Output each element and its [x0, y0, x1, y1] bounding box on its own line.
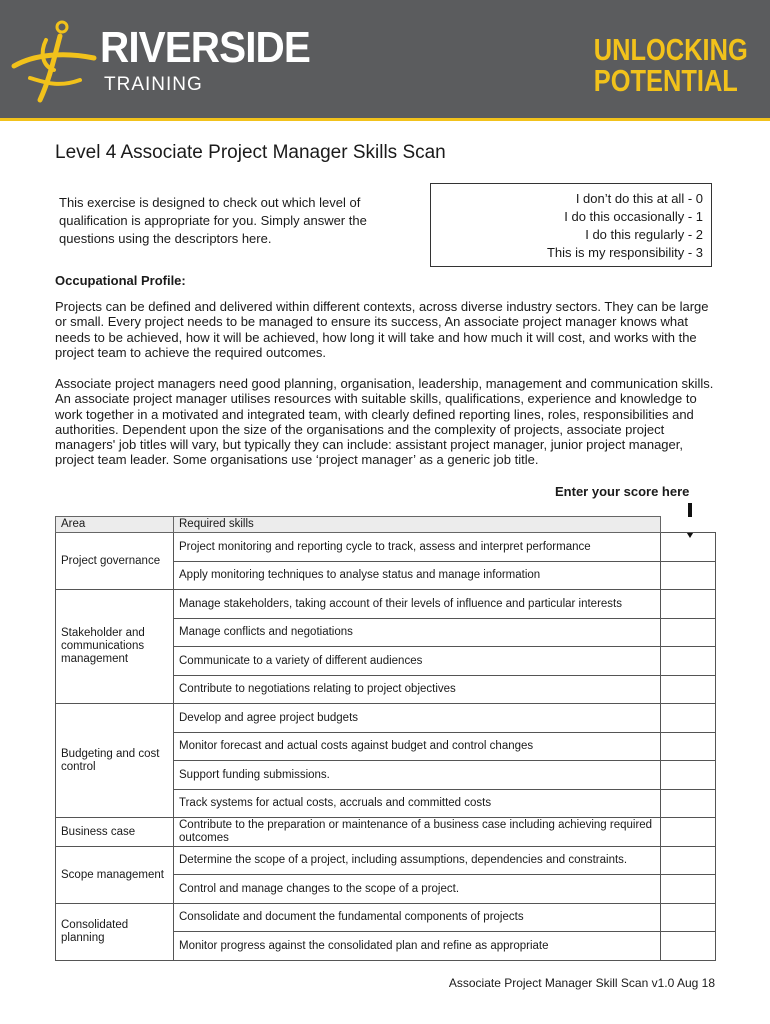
score-input-cell[interactable]: [661, 647, 716, 676]
column-header-area: Area: [56, 517, 174, 533]
score-input-cell[interactable]: [661, 619, 716, 647]
score-legend: [430, 183, 712, 267]
table-row: [56, 704, 716, 733]
page-header: [0, 0, 770, 118]
score-input-cell[interactable]: [661, 761, 716, 790]
score-input-cell[interactable]: [661, 733, 716, 761]
profile-paragraph-2: Associate project managers need good planning, organisation, leadership, management and communication skills. An associate project manager utilises resources with suitable skills, qualifications, experience and knowledge to work together in a motivated and integrated team, with clearly defined reporting lines, roles, responsibilities and authorities. Dependent upon the size of the organisations and the complexity of projects, associate project managers' job titles will vary, but typically they can include: assistant project manager, junior project manager, project team leader. Some organisations use ‘project manager’ as a generic job title.: [55, 376, 714, 468]
score-input-cell[interactable]: [661, 818, 716, 847]
score-input-cell[interactable]: [661, 704, 716, 733]
area-cell: Project governance: [56, 533, 174, 590]
area-cell: Business case: [56, 818, 174, 847]
legend-item: This is my responsibility - 3: [546, 245, 703, 260]
skill-cell: Determine the scope of a project, including assumptions, dependencies and constraints.: [174, 847, 661, 875]
skill-cell: Apply monitoring techniques to analyse status and manage information: [174, 562, 661, 590]
legend-item: I do this occasionally - 1: [564, 209, 703, 224]
table-row: [56, 904, 716, 932]
skills-table: [55, 516, 716, 961]
skill-cell: Develop and agree project budgets: [174, 704, 661, 733]
score-input-cell[interactable]: [661, 676, 716, 704]
table-row: [56, 590, 716, 619]
area-cell: Budgeting and cost control: [56, 704, 174, 818]
page-title: Level 4 Associate Project Manager Skills Scan: [55, 142, 446, 163]
slogan-line-2: POTENTIAL: [594, 63, 739, 98]
score-input-cell[interactable]: [661, 875, 716, 904]
column-header-skills: Required skills: [174, 517, 661, 533]
score-input-cell[interactable]: [661, 533, 716, 562]
slogan-line-1: UNLOCKING: [594, 32, 748, 67]
table-row: [56, 818, 716, 847]
legend-item: I don’t do this at all - 0: [575, 191, 703, 206]
enter-score-label: Enter your score here: [555, 484, 690, 499]
occupational-profile-heading: Occupational Profile:: [55, 273, 186, 288]
area-cell: Stakeholder and communications management: [56, 590, 174, 704]
skill-cell: Support funding submissions.: [174, 761, 661, 790]
table-row: [56, 847, 716, 875]
skill-cell: Monitor forecast and actual costs against budget and control changes: [174, 733, 661, 761]
profile-paragraph-1: Projects can be defined and delivered within different contexts, across diverse industry sectors. They can be large or small. Every project needs to be managed to ensure its success, An associate project manager knows what needs to be achieved, how it will be achieved, how long it will take and how much it will cost, and works with the project team to achieve the required outcomes.: [55, 299, 709, 360]
intro-text: This exercise is designed to check out which level of qualification is appropriate for you. Simply answer the questions using the descriptors here.: [59, 195, 367, 246]
skill-cell: Track systems for actual costs, accruals and committed costs: [174, 790, 661, 818]
table-row: [56, 533, 716, 562]
skill-cell: Project monitoring and reporting cycle to track, assess and interpret performance: [174, 533, 661, 562]
brand-name: RIVERSIDE: [100, 23, 310, 72]
skill-cell: Contribute to negotiations relating to project objectives: [174, 676, 661, 704]
skill-cell: Contribute to the preparation or maintenance of a business case including achieving required outcomes: [174, 818, 661, 847]
header-accent-line: [0, 118, 770, 121]
score-input-cell[interactable]: [661, 932, 716, 961]
score-input-cell[interactable]: [661, 790, 716, 818]
score-input-cell[interactable]: [661, 847, 716, 875]
slogan: [594, 34, 748, 96]
skill-cell: Manage conflicts and negotiations: [174, 619, 661, 647]
skill-cell: Manage stakeholders, taking account of their levels of influence and particular interests: [174, 590, 661, 619]
column-header-score: [661, 517, 716, 533]
score-input-cell[interactable]: [661, 904, 716, 932]
legend-item: I do this regularly - 2: [585, 227, 703, 242]
score-input-cell[interactable]: [661, 562, 716, 590]
skill-cell: Communicate to a variety of different audiences: [174, 647, 661, 676]
table-header-row: [56, 517, 716, 533]
score-input-cell[interactable]: [661, 590, 716, 619]
page-footer: Associate Project Manager Skill Scan v1.0 Aug 18: [448, 976, 715, 990]
skill-cell: Control and manage changes to the scope of a project.: [174, 875, 661, 904]
area-cell: Consolidated planning: [56, 904, 174, 961]
skill-cell: Consolidate and document the fundamental components of projects: [174, 904, 661, 932]
brand-subtitle: TRAINING: [104, 74, 203, 95]
area-cell: Scope management: [56, 847, 174, 904]
skill-cell: Monitor progress against the consolidated plan and refine as appropriate: [174, 932, 661, 961]
riverside-logo-icon: [10, 18, 98, 104]
